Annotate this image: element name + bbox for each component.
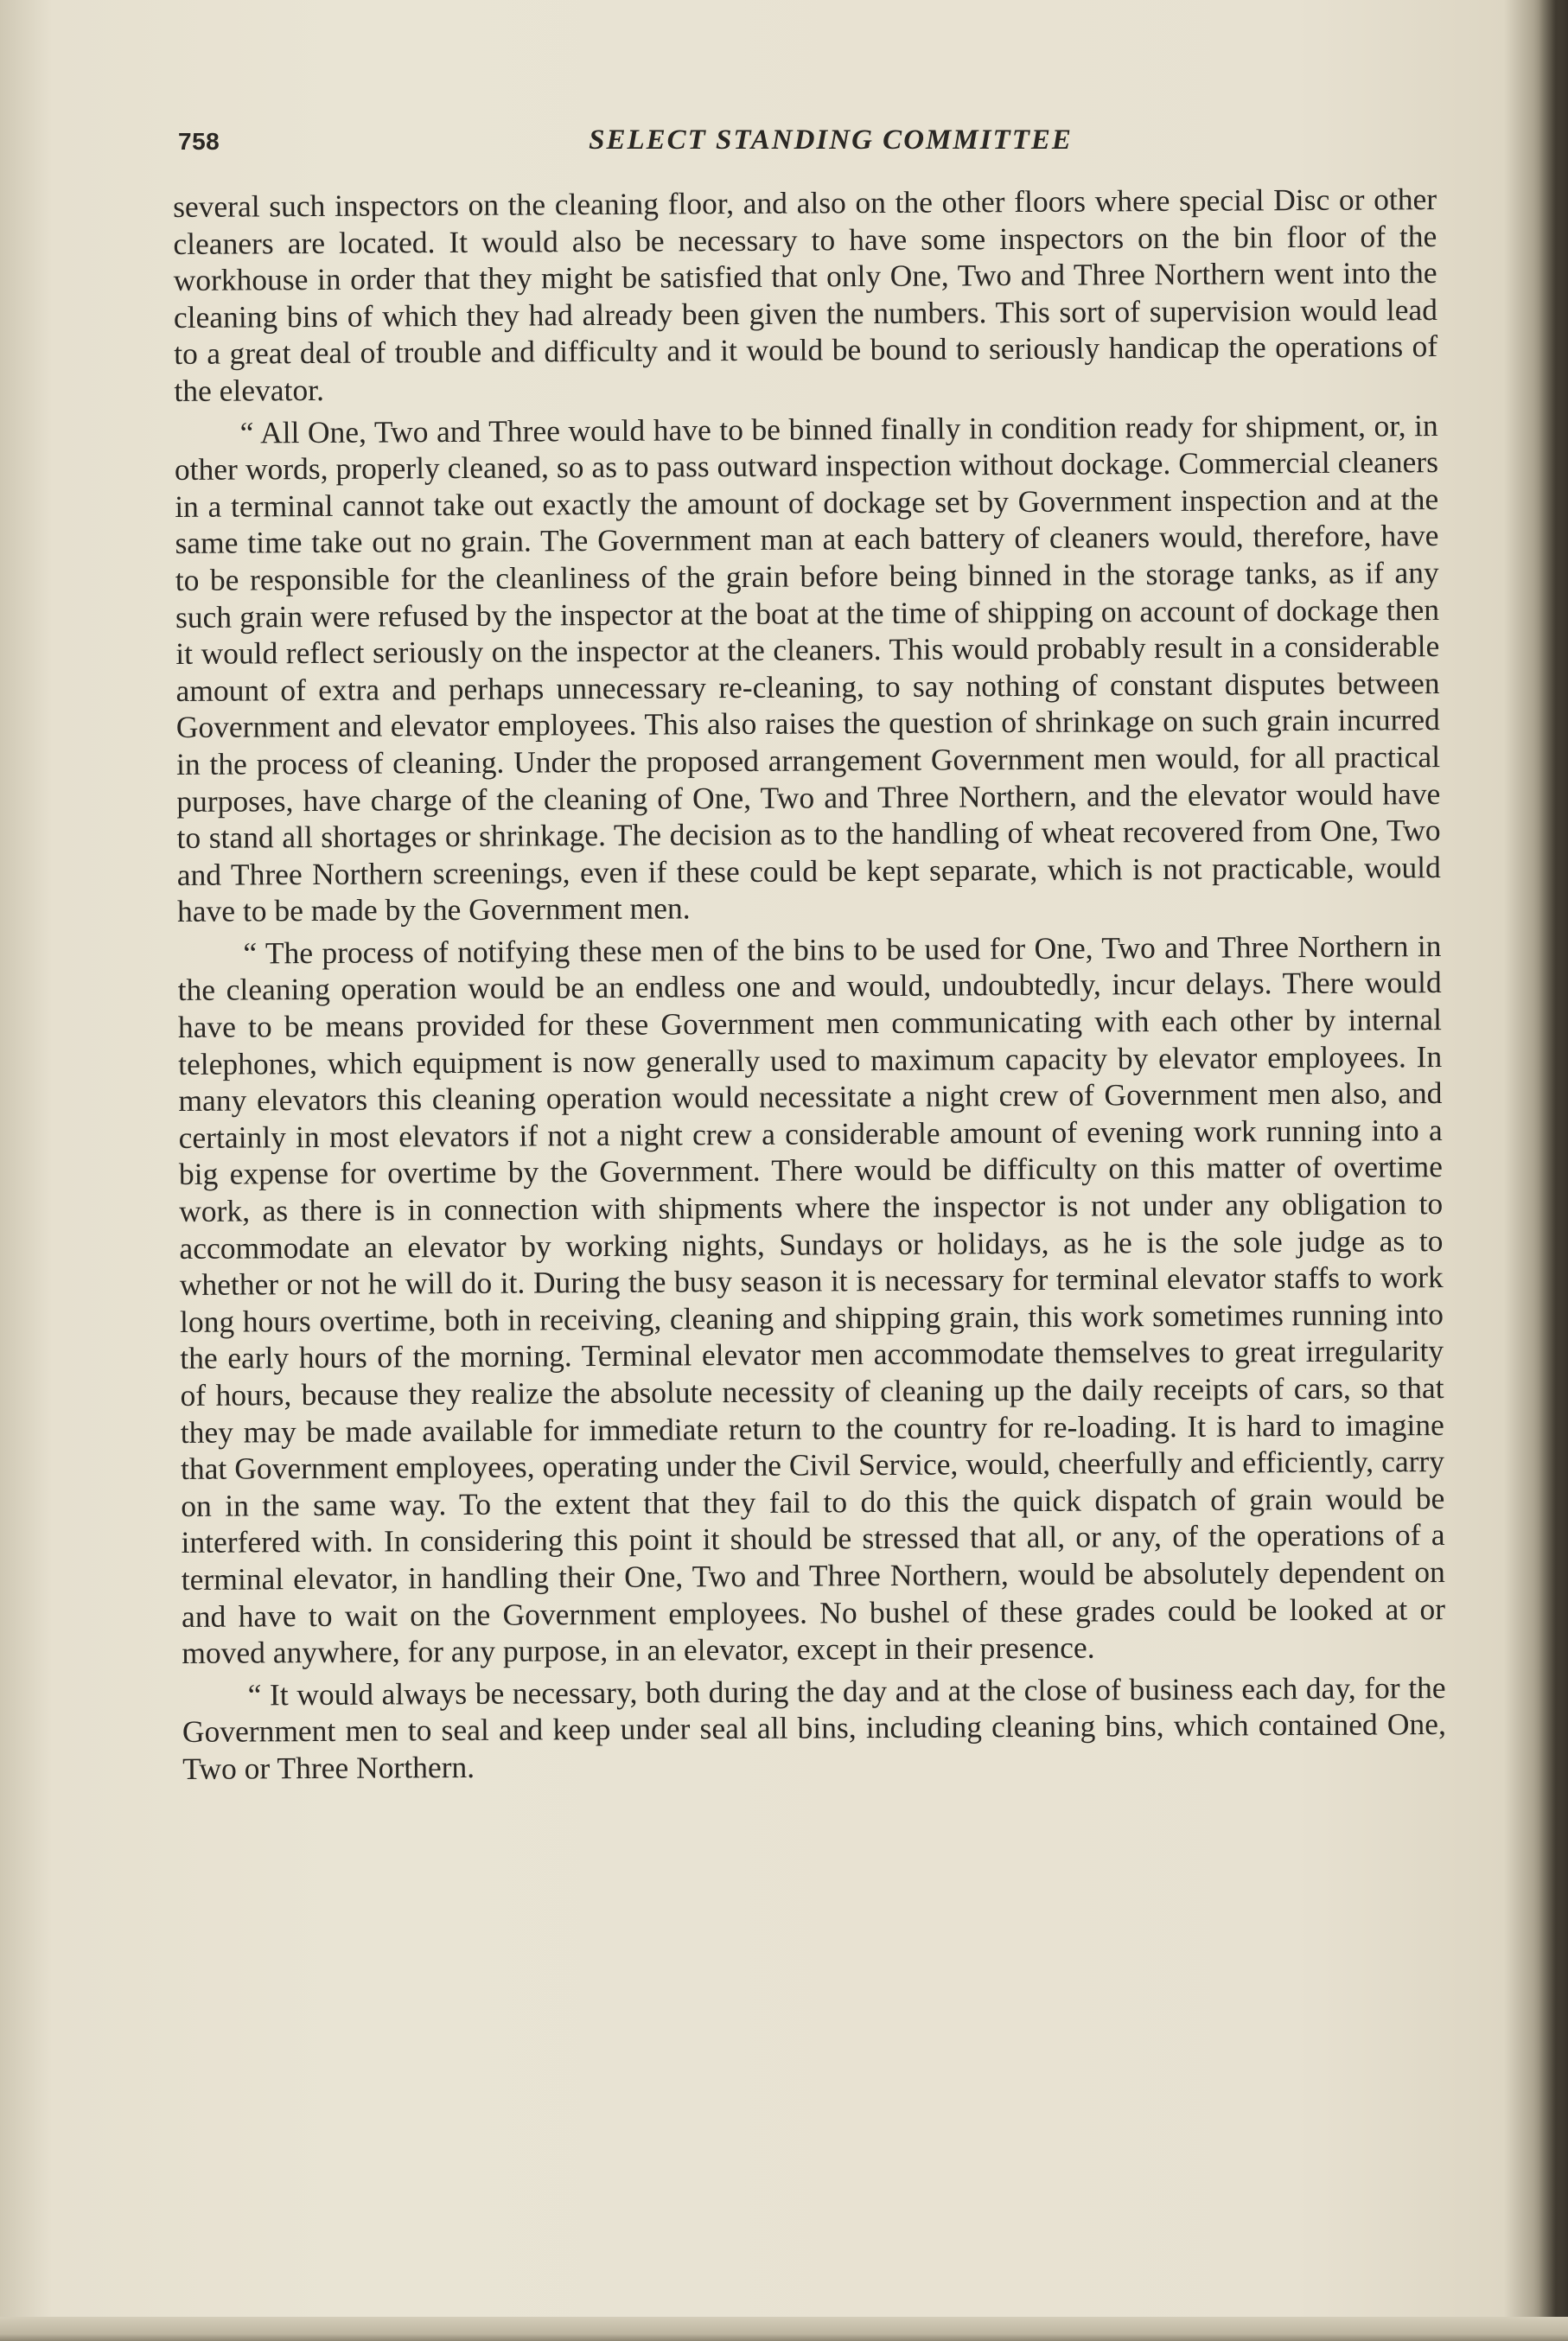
running-head: SELECT STANDING COMMITTEE [589, 124, 1073, 156]
page-header [178, 124, 1449, 168]
paragraph-quote-1: “ All One, Two and Three would have to be binned finally in condition ready for shipment, or, in other words, properly cleaned, so as to pass outward inspection without dockage. Commercial cleaners in a terminal cannot take out exactly the amount of dockage set by Government inspection and at the same time take out no grain. The Government man at each battery of cleaners would, therefore, have to be responsible for the cleanliness of the grain before being binned in the storage tanks, as if any such grain were refused by the inspector at the boat at the time of shipping on account of dockage then it would reflect seriously on the inspector at the cleaners. This would probably result in a considerable amount of extra and perhaps unnecessary re-cleaning, to say nothing of constant disputes between Government and elevator employees. This also raises the question of shrinkage on such grain incurred in the process of cleaning. Under the proposed arrangement Government men would, for all practical purposes, have charge of the cleaning of One, Two and Three Northern, and the elevator would have to stand all shortages or shrinkage. The decision as to the handling of wheat recovered from One, Two and Three Northern screenings, even if these could be kept separate, which is not practicable, would have to be made by the Government men. [174, 407, 1441, 929]
paragraph-quote-3: “ It would always be necessary, both during the day and at the close of business each day, for the Government men to seal and keep under seal all bins, including cleaning bins, which contained One, Two or Three Northern. [182, 1669, 1447, 1786]
paragraph-continuation: several such inspectors on the cleaning floor, and also on the other floors where special Disc or other cleaners are located. It would also be necessary to have some inspectors on the bin floor of the workhouse in order that they might be satisfied that only One, Two and Three Northern went into the cleaning bins of which they had already been given the numbers. This sort of supervision would lead to a great deal of trouble and difficulty and it would be bound to seriously handicap the operations of the elevator. [173, 182, 1438, 408]
binding-gutter-shadow [1533, 0, 1568, 2341]
page-number: 758 [178, 128, 220, 155]
page-bottom-edge [0, 2317, 1568, 2341]
paragraph-quote-2: “ The process of notifying these men of the bins to be used for One, Two and Three Northern in the cleaning operation would be an endless one and would, undoubtedly, incur delays. There would have to be means provided for these Government men communicating with each other by internal telephones, which equipment is now generally used to maximum capacity by elevator employees. In many elevators this cleaning operation would necessitate a night crew of Government men also, and certainly in most elevators if not a night crew a considerable amount of evening work running into a big expense for overtime by the Government. There would be difficulty on this matter of overtime work, as there is in connection with shipments where the inspector is not under any obligation to accommodate an elevator by working nights, Sundays or holidays, as he is the sole judge as to whether or not he will do it. During the busy season it is necessary for terminal elevator staffs to work long hours overtime, both in receiving, cleaning and shipping grain, this work sometimes running into the early hours of the morning. Terminal elevator men accommodate themselves to great irregularity of hours, because they realize the absolute necessity of cleaning up the daily receipts of cars, so that they may be made available for immediate return to the country for re-loading. It is hard to imagine that Government employees, operating under the Civil Service, would, cheerfully and efficiently, carry on in the same way. To the extent that they fail to do this the quick dispatch of grain would be interfered with. In considering this point it should be stressed that all, or any, of the operations of a terminal elevator, in handling their One, Two and Three Northern, would be absolutely dependent on and have to wait on the Government employees. No bushel of these grades could be looked at or moved anywhere, for any purpose, in an elevator, except in their presence. [177, 928, 1446, 1671]
body-text [173, 181, 1446, 1787]
